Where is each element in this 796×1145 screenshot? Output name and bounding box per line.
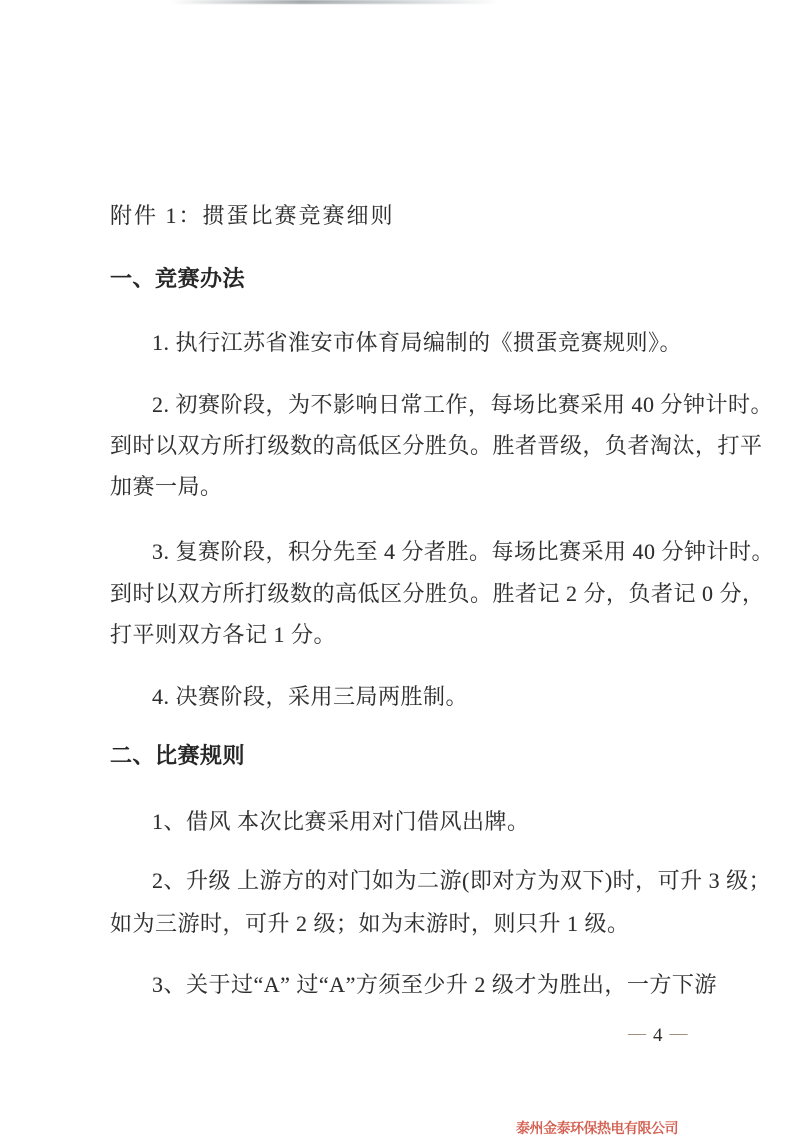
attachment-title: 附件 1：掼蛋比赛竞赛细则 bbox=[110, 203, 395, 228]
paragraph-line: 1. 执行江苏省淮安市体育局编制的《掼蛋竞赛规则》。 bbox=[152, 330, 683, 355]
paragraph-line: 到时以双方所打级数的高低区分胜负。胜者记 2 分，负者记 0 分， bbox=[110, 581, 765, 606]
section-2-heading: 二、比赛规则 bbox=[110, 743, 246, 768]
scan-artifact bbox=[170, 0, 500, 4]
paragraph-line: 3、关于过“A” 过“A”方须至少升 2 级才为胜出，一方下游 bbox=[152, 972, 717, 997]
paragraph-line: 打平则双方各记 1 分。 bbox=[110, 622, 337, 647]
paragraph-line: 3. 复赛阶段，积分先至 4 分者胜。每场比赛采用 40 分钟计时。 bbox=[152, 539, 775, 564]
paragraph-line: 1、借风 本次比赛采用对门借风出牌。 bbox=[152, 809, 530, 834]
company-watermark: 泰州金泰环保热电有限公司 bbox=[516, 1122, 678, 1137]
paragraph-line: 2. 初赛阶段，为不影响日常工作，每场比赛采用 40 分钟计时。 bbox=[152, 392, 774, 417]
section-1-heading: 一、竞赛办法 bbox=[110, 266, 246, 291]
page-number-dash-right: — bbox=[669, 1023, 688, 1043]
paragraph-line: 4. 决赛阶段，采用三局两胜制。 bbox=[152, 684, 469, 709]
paragraph-line: 加赛一局。 bbox=[110, 474, 223, 499]
paragraph-line: 到时以双方所打级数的高低区分胜负。胜者晋级，负者淘汰，打平 bbox=[110, 433, 763, 458]
page-number-dash-left: — bbox=[628, 1023, 646, 1043]
page-number-value: 4 bbox=[653, 1025, 663, 1046]
page-number bbox=[628, 1024, 688, 1047]
paragraph-line: 2、升级 上游方的对门如为二游(即对方为双下)时，可升 3 级； bbox=[152, 868, 772, 893]
paragraph-line: 如为三游时，可升 2 级；如为末游时，则只升 1 级。 bbox=[110, 911, 630, 936]
